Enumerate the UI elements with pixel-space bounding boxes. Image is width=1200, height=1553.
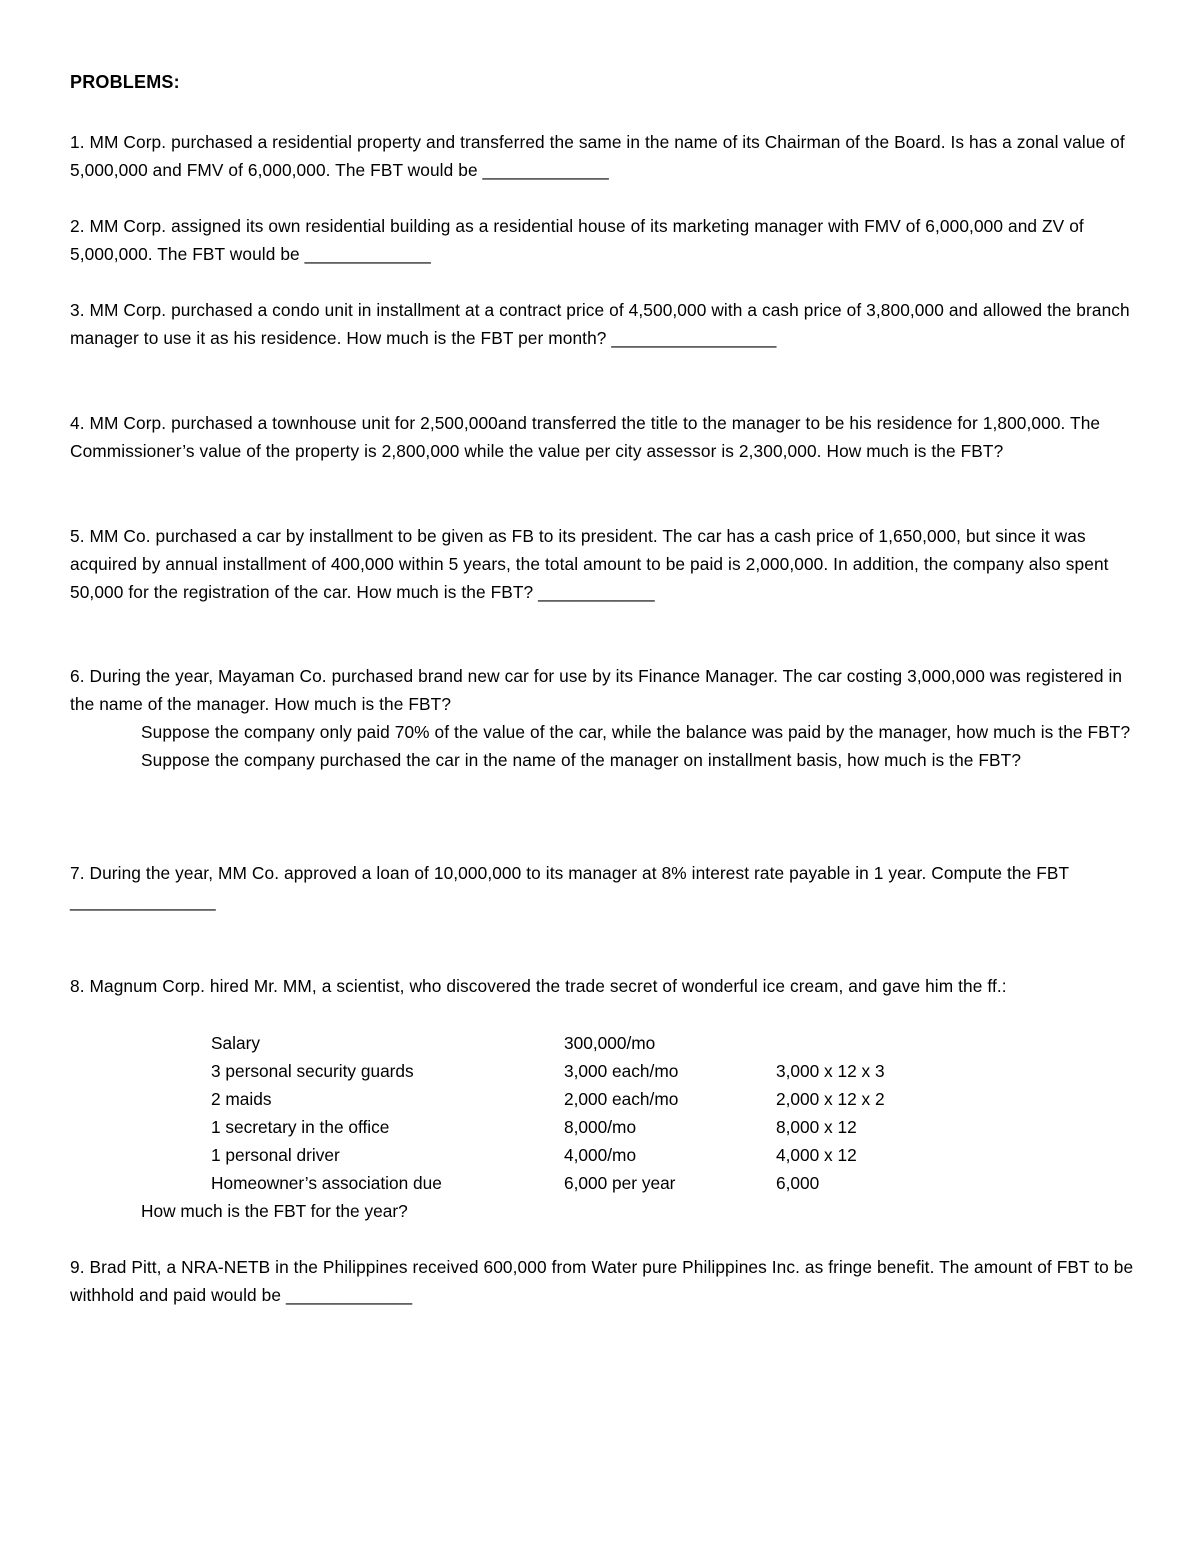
benefit-item: 1 secretary in the office <box>211 1117 390 1137</box>
problem-6 <box>70 662 1135 774</box>
problem-3 <box>70 296 1135 352</box>
problem-1 <box>70 128 1135 184</box>
problem-3-text: 3. MM Corp. purchased a condo unit in installment at a contract price of 4,500,000 with a cash price of 3,800,000 and allowed the branch manager to use it as his residence. How much is the FBT per month? _________________ <box>70 300 1130 348</box>
benefit-amount: 6,000 per year <box>564 1173 676 1193</box>
problem-4 <box>70 409 1135 465</box>
benefit-amount: 4,000/mo <box>564 1145 637 1165</box>
benefit-computation: 8,000 x 12 <box>776 1117 857 1137</box>
benefit-item: 3 personal security guards <box>211 1061 414 1081</box>
benefit-item: Homeowner’s association due <box>211 1173 442 1193</box>
benefit-amount: 2,000 each/mo <box>564 1089 679 1109</box>
benefit-computation: 4,000 x 12 <box>776 1145 857 1165</box>
benefit-item: Salary <box>211 1033 260 1053</box>
table-row <box>70 1169 1135 1197</box>
benefit-computation: 2,000 x 12 x 2 <box>776 1089 885 1109</box>
benefits-table <box>70 1029 1135 1225</box>
benefit-amount: 300,000/mo <box>564 1033 656 1053</box>
page-heading: PROBLEMS: <box>70 72 180 92</box>
problem-2-text: 2. MM Corp. assigned its own residential building as a residential house of its marketing manager with FMV of 6,000,000 and ZV of 5,000,000. The FBT would be _____________ <box>70 216 1084 264</box>
benefit-amount: 3,000 each/mo <box>564 1061 679 1081</box>
table-row <box>70 1085 1135 1113</box>
benefit-amount: 8,000/mo <box>564 1117 637 1137</box>
problem-5 <box>70 522 1135 606</box>
benefit-computation: 3,000 x 12 x 3 <box>776 1061 885 1081</box>
problem-6-sub-1: Suppose the company only paid 70% of the value of the car, while the balance was paid by the manager, how much is the FBT? <box>141 722 1131 742</box>
problem-8 <box>70 972 1135 1000</box>
benefit-computation: 6,000 <box>776 1173 820 1193</box>
problem-9-text: 9. Brad Pitt, a NRA-NETB in the Philippines received 600,000 from Water pure Philippines Inc. as fringe benefit. The amount of FBT to be withhold and paid would be _____________ <box>70 1257 1134 1305</box>
table-row <box>70 1029 1135 1057</box>
problem-9 <box>70 1253 1135 1309</box>
table-row <box>70 1113 1135 1141</box>
problem-7 <box>70 859 1135 915</box>
table-question-row <box>70 1197 1135 1225</box>
problem-1-text: 1. MM Corp. purchased a residential property and transferred the same in the name of its Chairman of the Board. Is has a zonal value of 5,000,000 and FMV of 6,000,000. The FBT would be _____________ <box>70 132 1125 180</box>
problem-6-text: 6. During the year, Mayaman Co. purchased brand new car for use by its Finance Manager. The car costing 3,000,000 was registered in the name of the manager. How much is the FBT? <box>70 666 1123 714</box>
problem-6-sub-2: Suppose the company purchased the car in the name of the manager on installment basis, how much is the FBT? <box>141 750 1022 770</box>
problem-7-text: 7. During the year, MM Co. approved a loan of 10,000,000 to its manager at 8% interest rate payable in 1 year. Compute the FBT _______________ <box>70 863 1069 911</box>
problem-2 <box>70 212 1135 268</box>
problem-4-text: 4. MM Corp. purchased a townhouse unit for 2,500,000and transferred the title to the manager to be his residence for 1,800,000. The Commissioner’s value of the property is 2,800,000 while the value per city assessor is 2,300,000. How much is the FBT? <box>70 413 1101 461</box>
benefit-item: 1 personal driver <box>211 1145 340 1165</box>
table-row <box>70 1141 1135 1169</box>
table-row <box>70 1057 1135 1085</box>
problem-8-text: 8. Magnum Corp. hired Mr. MM, a scientist, who discovered the trade secret of wonderful ice cream, and gave him the ff.: <box>70 976 1007 996</box>
problem-8-question: How much is the FBT for the year? <box>141 1201 408 1221</box>
problem-5-text: 5. MM Co. purchased a car by installment to be given as FB to its president. The car has a cash price of 1,650,000, but since it was acquired by annual installment of 400,000 within 5 years, the total amount to be paid is 2,000,000. In addition, the company also spent 50,000 for the registration of the car. How much is the FBT? ____________ <box>70 526 1109 602</box>
benefit-item: 2 maids <box>211 1089 272 1109</box>
